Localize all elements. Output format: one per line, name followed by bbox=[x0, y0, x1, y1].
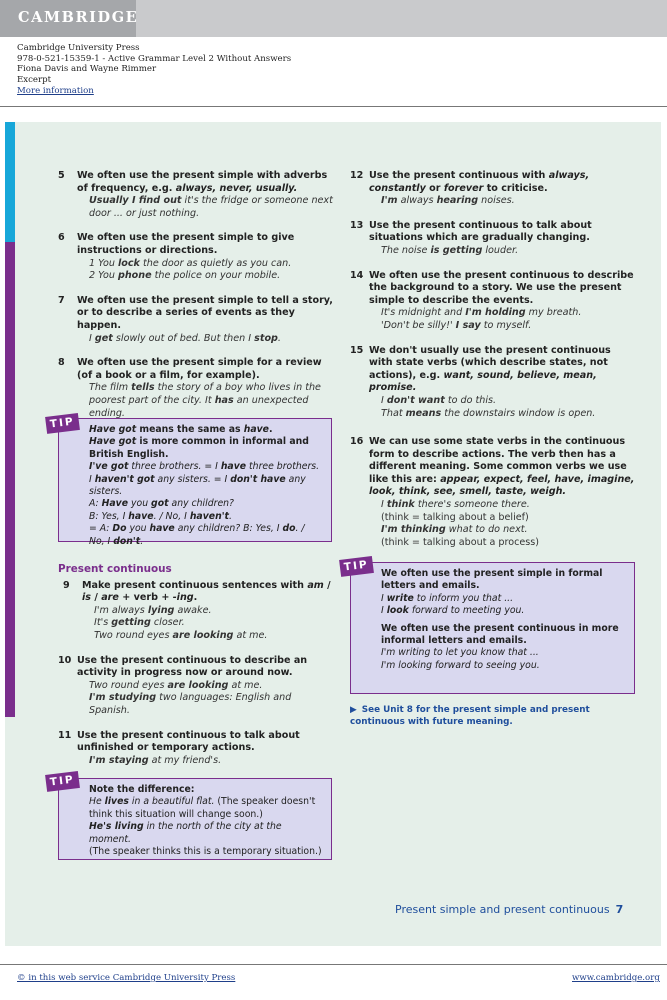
cross-reference-text: See Unit 8 for the present simple and present continuous with future meaning. bbox=[350, 705, 590, 727]
section-heading-present-continuous: Present continuous bbox=[58, 563, 172, 575]
rule-item-11: 11 Use the present continuous to talk about unfinished or temporary actions. I'm staying at my friend's. bbox=[58, 729, 300, 766]
rule-item-7: 7 We often use the present simple to tell a story, or to describe a series of events as they happen. I get slowly out of bed. But then I stop. bbox=[58, 294, 333, 344]
cross-reference[interactable] bbox=[350, 705, 635, 728]
rule-item-6: 6 We often use the present simple to give instructions or directions. 1 You lock the door as quietly as you can. 2 You phone the police on your mobile. bbox=[58, 232, 295, 282]
isbn-title: 978-0-521-15359-1 - Active Grammar Level 2 Without Answers bbox=[17, 53, 292, 64]
side-bar-purple bbox=[5, 242, 15, 717]
tip-box-have-got: Have got means the same as have. Have got is more common in informal and British English. I've got three brothers. = I have three brothers. I haven't got any sisters. = I don't have any sisters. A: Have you got any children? B: Yes, I have. / No, I haven't. = A: Do you have any children? B: Yes, I do. / No, I don't. bbox=[58, 418, 332, 542]
rule-item-12: 12 Use the present continuous with always, constantly or forever to criticise. I'm always hearing noises. bbox=[350, 170, 590, 207]
website-link[interactable]: www.cambridge.org bbox=[572, 973, 660, 983]
rule-item-14: 14 We often use the present continuous to describe the background to a story. We use the present simple to describe the events. It's midnight and I'm holding my breath. 'Don't be silly!' I say to myself. bbox=[350, 269, 634, 331]
tip-box-note-difference: Note the difference: He lives in a beautiful flat. (The speaker doesn't think this situation will change soon.) He's living in the north of the city at the moment. (The speaker thinks this is a temporary situation.) bbox=[58, 778, 332, 860]
rule-item-5: 5 We often use the present simple with adverbs of frequency, e.g. always, never, usually. Usually I find out it's the fridge or someone next door ... or just nothing. bbox=[58, 170, 333, 219]
page-footer bbox=[395, 903, 623, 916]
bottom-rule bbox=[0, 964, 667, 965]
logo-box bbox=[0, 0, 139, 37]
publisher: Cambridge University Press bbox=[17, 43, 140, 53]
copyright-link[interactable]: © in this web service Cambridge University Press bbox=[17, 973, 236, 983]
rule-item-9: 9 Make present continuous sentences with am / is / are + verb + -ing. I'm always lying awake. It's getting closer. Two round eyes are looking at me. bbox=[63, 579, 331, 641]
right-column bbox=[350, 170, 635, 561]
tip-label-3: TIP bbox=[339, 556, 374, 577]
cambridge-logo: CAMBRIDGE bbox=[18, 9, 139, 26]
rule-item-10: 10 Use the present continuous to describe an activity in progress now or around now. Two round eyes are looking at me. I'm studying two languages: English and Spanish. bbox=[58, 654, 308, 716]
tip-label-2: TIP bbox=[45, 771, 80, 792]
more-information-link[interactable]: More information bbox=[17, 85, 94, 96]
excerpt-label: Excerpt bbox=[17, 75, 52, 86]
rule-item-15: 15 We don't usually use the present continuous with state verbs (which describe states, not actions), e.g. want, sound, believe, mean, promise. I don't want to do this. That means the downstairs window is open. bbox=[350, 344, 611, 419]
arrow-right-icon: ▶ bbox=[350, 705, 357, 715]
rule-item-8: 8 We often use the present simple for a review (of a book or a film, for example). The film tells the story of a boy who lives in the poorest part of the city. It has an unexpected ending. bbox=[58, 357, 322, 419]
tip-label-1: TIP bbox=[45, 413, 80, 434]
page-number: 7 bbox=[615, 903, 624, 916]
book-metadata bbox=[17, 43, 291, 97]
authors: Fiona Davis and Wayne Rimmer bbox=[17, 64, 157, 75]
header-rule bbox=[0, 106, 667, 107]
side-bar-blue bbox=[5, 122, 15, 242]
rule-item-13: 13 Use the present continuous to talk about situations which are gradually changing. The noise is getting louder. bbox=[350, 219, 592, 256]
tip-box-letters: We often use the present simple in formal letters and emails. I write to inform you that ... I look forward to meeting you. We often use the present continuous in more informal letters and emails. I'm writing to let you know that ... I'm looking forward to seeing you. bbox=[350, 562, 635, 694]
left-column-top bbox=[58, 170, 335, 432]
rule-item-16: 16 We can use some state verbs in the continuous form to describe actions. The verb then has a different meaning. Some common verbs we use like this are: appear, expect, feel, have, imagine, look, think, see, smell, taste, weigh. I think there's someone there. (think = talking about a belief) I'm thinking what to do next. (think = talking about a process) bbox=[350, 436, 635, 548]
left-column-continuous bbox=[58, 563, 335, 779]
footer-title: Present simple and present continuous bbox=[395, 903, 610, 916]
